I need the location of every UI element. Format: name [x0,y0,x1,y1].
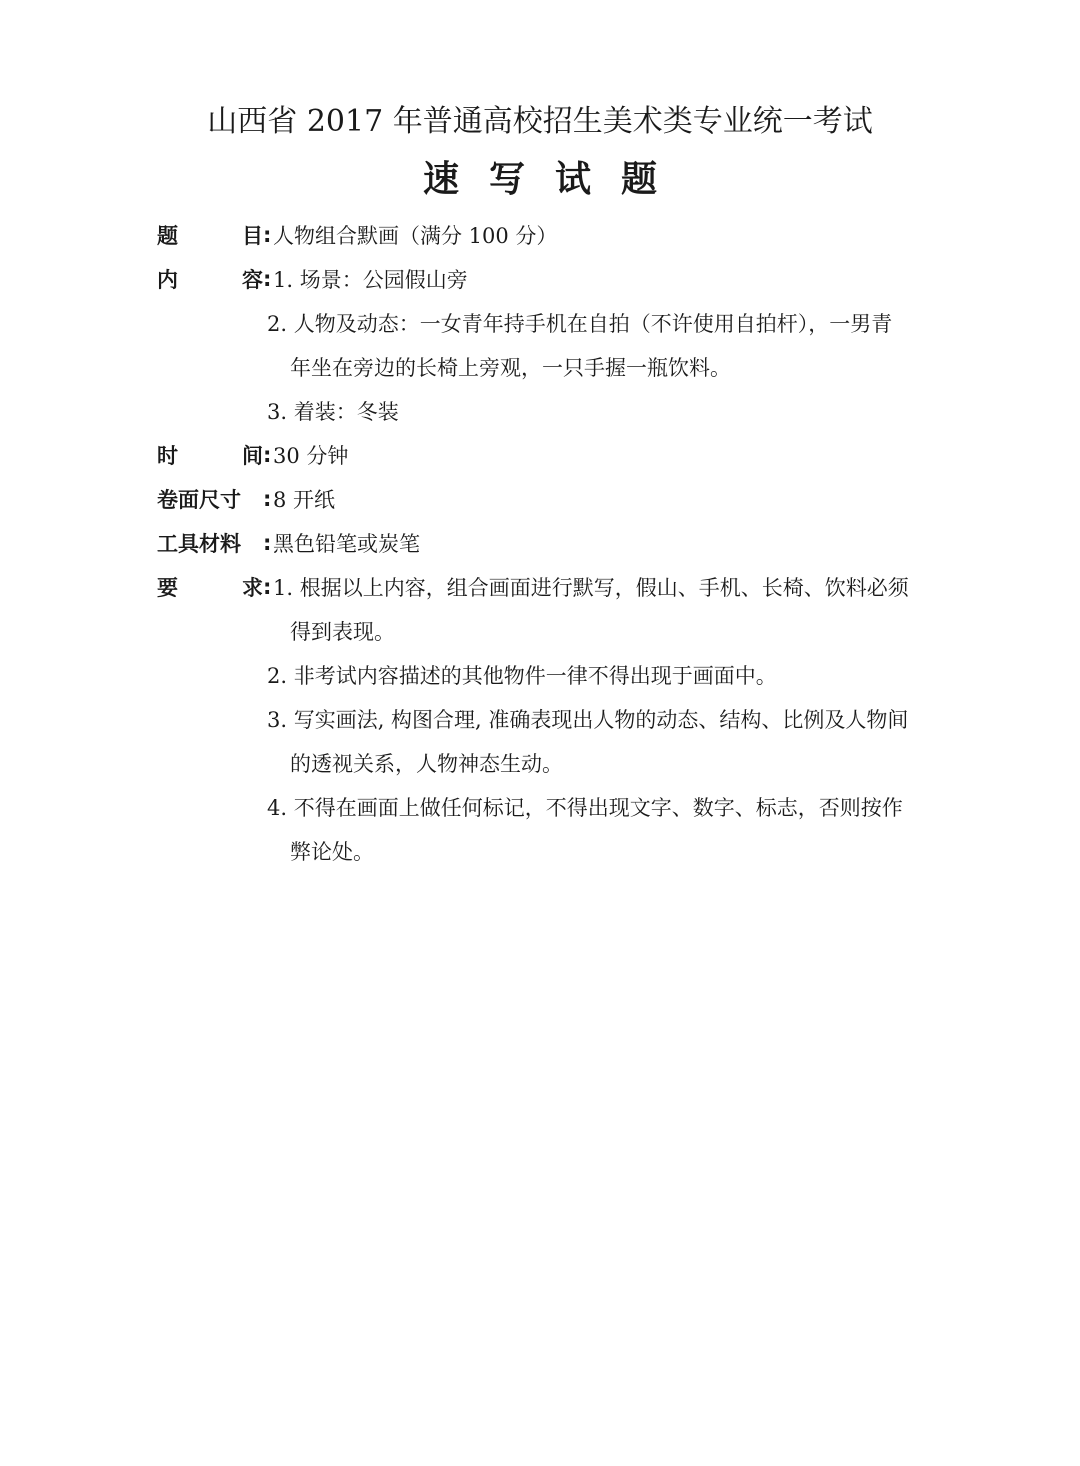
content-label-char-1: 内 [157,268,178,292]
topic-label [157,220,263,250]
content-label [157,264,263,294]
materials-value: 黑色铅笔或炭笔 [273,532,420,556]
content-label-char-2: 容 [242,268,263,292]
time-label [157,440,263,470]
paper-size-row [157,477,335,521]
requirements-line-4: 4. 不得在画面上做任何标记，不得出现文字、数字、标志，否则按作 [267,796,903,820]
materials-row [157,521,420,565]
content-line-3: 3. 着装：冬装 [267,400,399,424]
time-label-char-2: 间 [242,444,263,468]
materials-label: 工具材料 [157,532,241,556]
topic-value: 人物组合默画（满分 100 分） [273,224,558,248]
subject-title: 速写试题 [422,159,687,200]
requirements-label [157,572,263,602]
topic-label-char-1: 题 [157,224,178,248]
requirements-line-1-cont: 得到表现。 [290,620,395,644]
content-colon: : [263,267,272,291]
requirements-row [157,565,909,609]
content-line-2-cont: 年坐在旁边的长椅上旁观，一只手握一瓶饮料。 [290,356,731,380]
time-colon: : [263,443,272,467]
content-line-1: 1. 场景：公园假山旁 [273,268,468,292]
time-row [157,433,348,477]
requirements-line-3-cont: 的透视关系，人物神态生动。 [290,752,563,776]
content-row [157,257,468,301]
paper-size-label: 卷面尺寸 [157,488,241,512]
requirements-line-2: 2. 非考试内容描述的其他物件一律不得出现于画面中。 [267,664,777,688]
time-label-char-1: 时 [157,444,178,468]
topic-row [157,213,557,257]
topic-label-char-2: 目 [242,224,263,248]
exam-title: 山西省 2017 年普通高校招生美术类专业统一考试 [207,104,873,139]
requirements-label-char-1: 要 [157,576,178,600]
materials-colon: : [263,531,272,555]
topic-colon: : [263,223,272,247]
paper-size-value: 8 开纸 [273,488,336,512]
requirements-label-char-2: 求 [242,576,263,600]
requirements-line-4-cont: 弊论处。 [290,840,374,864]
content-line-2: 2. 人物及动态：一女青年持手机在自拍（不许使用自拍杆），一男青 [267,312,893,336]
requirements-colon: : [263,575,272,599]
paper-size-colon: : [263,487,272,511]
requirements-line-3: 3. 写实画法, 构图合理, 准确表现出人物的动态、结构、比例及人物间 [267,708,909,732]
requirements-line-1: 1. 根据以上内容，组合画面进行默写，假山、手机、长椅、饮料必须 [273,576,909,600]
time-value: 30 分钟 [273,444,349,468]
